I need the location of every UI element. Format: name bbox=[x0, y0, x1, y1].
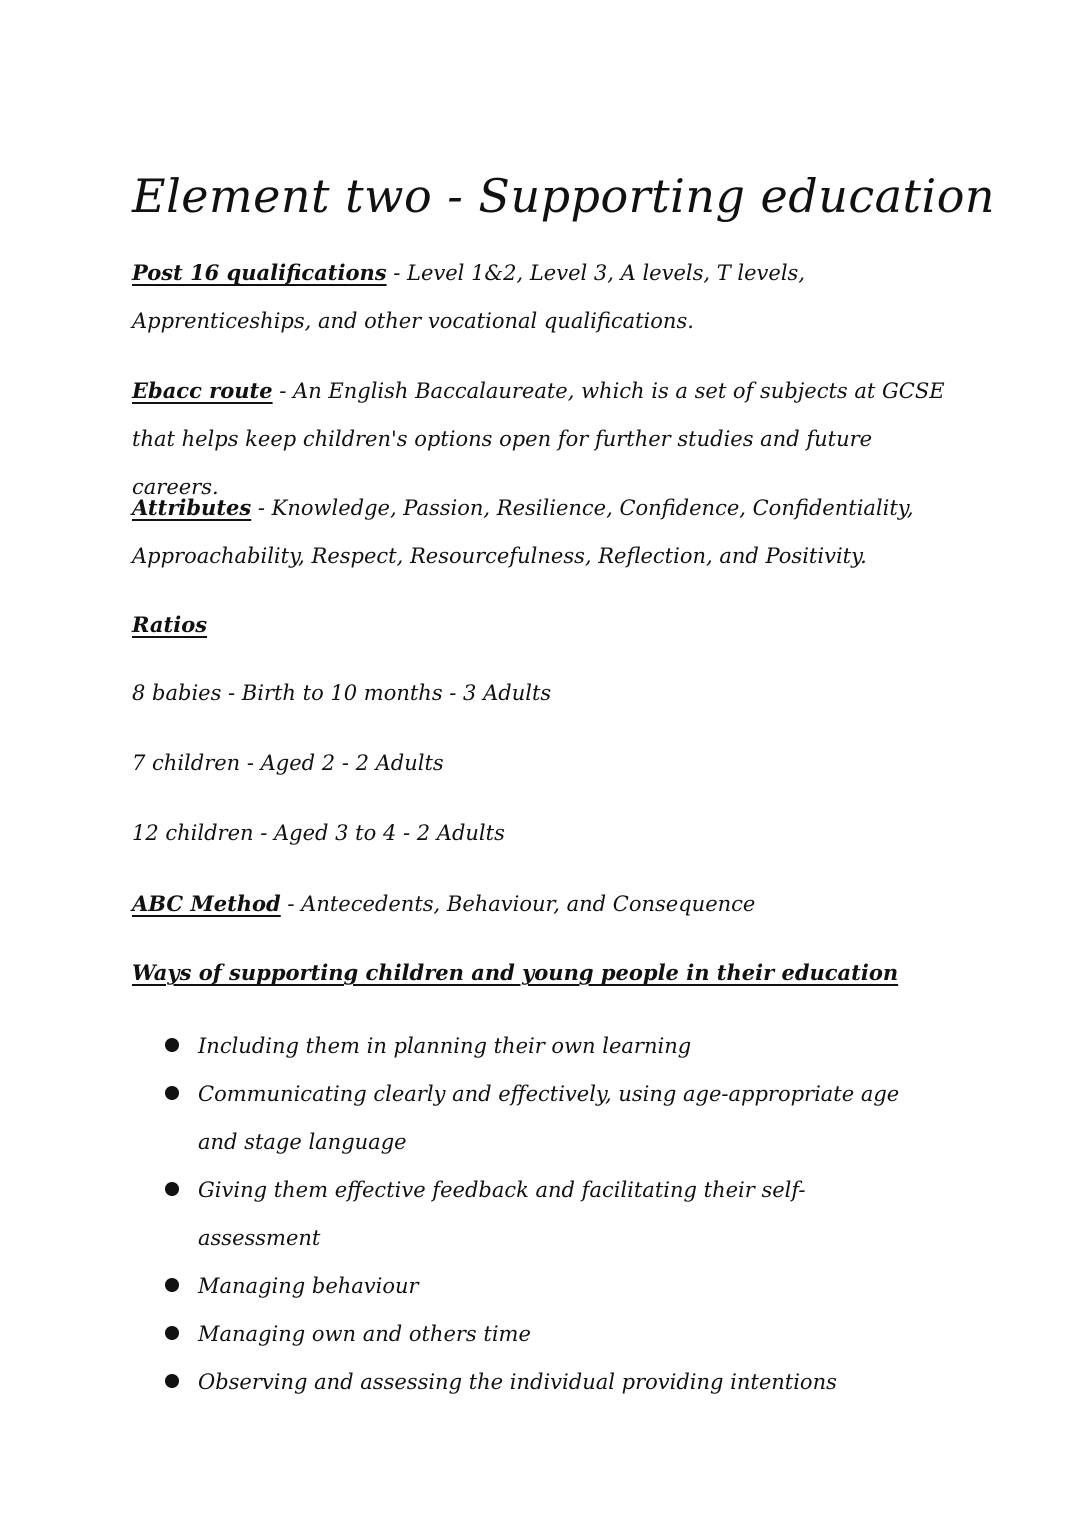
attributes-text: - Knowledge, Passion, Resilience, Confidence, Confidentiality, Approachability, Respect, Resourcefulness, Reflection, and Positivity. bbox=[132, 496, 914, 568]
ebacc-term: Ebacc route bbox=[132, 378, 273, 403]
list-item: Observing and assessing the individual providing intentions bbox=[165, 1358, 925, 1406]
ways-heading bbox=[132, 960, 898, 985]
bullet-icon bbox=[165, 1038, 179, 1052]
list-item: Giving them effective feedback and facilitating their self-assessment bbox=[165, 1166, 925, 1262]
list-item: Managing own and others time bbox=[165, 1310, 925, 1358]
bullet-icon bbox=[165, 1326, 179, 1340]
ways-term: Ways of supporting children and young people in their education bbox=[132, 960, 899, 985]
bullet-icon bbox=[165, 1086, 179, 1100]
abc-term: ABC Method bbox=[132, 891, 281, 916]
post16-text: - Level 1&2, Level 3, A levels, T levels, Apprenticeships, and other vocational qualifications. bbox=[132, 261, 806, 333]
ebacc-text: - An English Baccalaureate, which is a set of subjects at GCSE that helps keep children's options open for further studies and future careers. bbox=[132, 379, 945, 499]
ratios-term: Ratios bbox=[132, 612, 208, 637]
ratio-line: 8 babies - Birth to 10 months - 3 Adults bbox=[132, 681, 552, 705]
bullet-icon bbox=[165, 1374, 179, 1388]
ways-list bbox=[165, 1022, 925, 1406]
list-item: Including them in planning their own learning bbox=[165, 1022, 925, 1070]
ratio-line: 7 children - Aged 2 - 2 Adults bbox=[132, 751, 444, 775]
page-title: Element two - Supporting education bbox=[132, 168, 996, 223]
ratio-line: 12 children - Aged 3 to 4 - 2 Adults bbox=[132, 821, 505, 845]
abc-paragraph bbox=[132, 891, 755, 916]
attributes-term: Attributes bbox=[132, 495, 252, 520]
post16-term: Post 16 qualifications bbox=[132, 260, 387, 285]
bullet-icon bbox=[165, 1278, 179, 1292]
list-item: Communicating clearly and effectively, using age-appropriate age and stage language bbox=[165, 1070, 925, 1166]
post16-paragraph bbox=[132, 249, 962, 345]
ratios-heading bbox=[132, 612, 207, 637]
attributes-paragraph bbox=[132, 484, 962, 580]
bullet-icon bbox=[165, 1182, 179, 1196]
list-item: Managing behaviour bbox=[165, 1262, 925, 1310]
abc-text: - Antecedents, Behaviour, and Consequence bbox=[280, 892, 756, 916]
